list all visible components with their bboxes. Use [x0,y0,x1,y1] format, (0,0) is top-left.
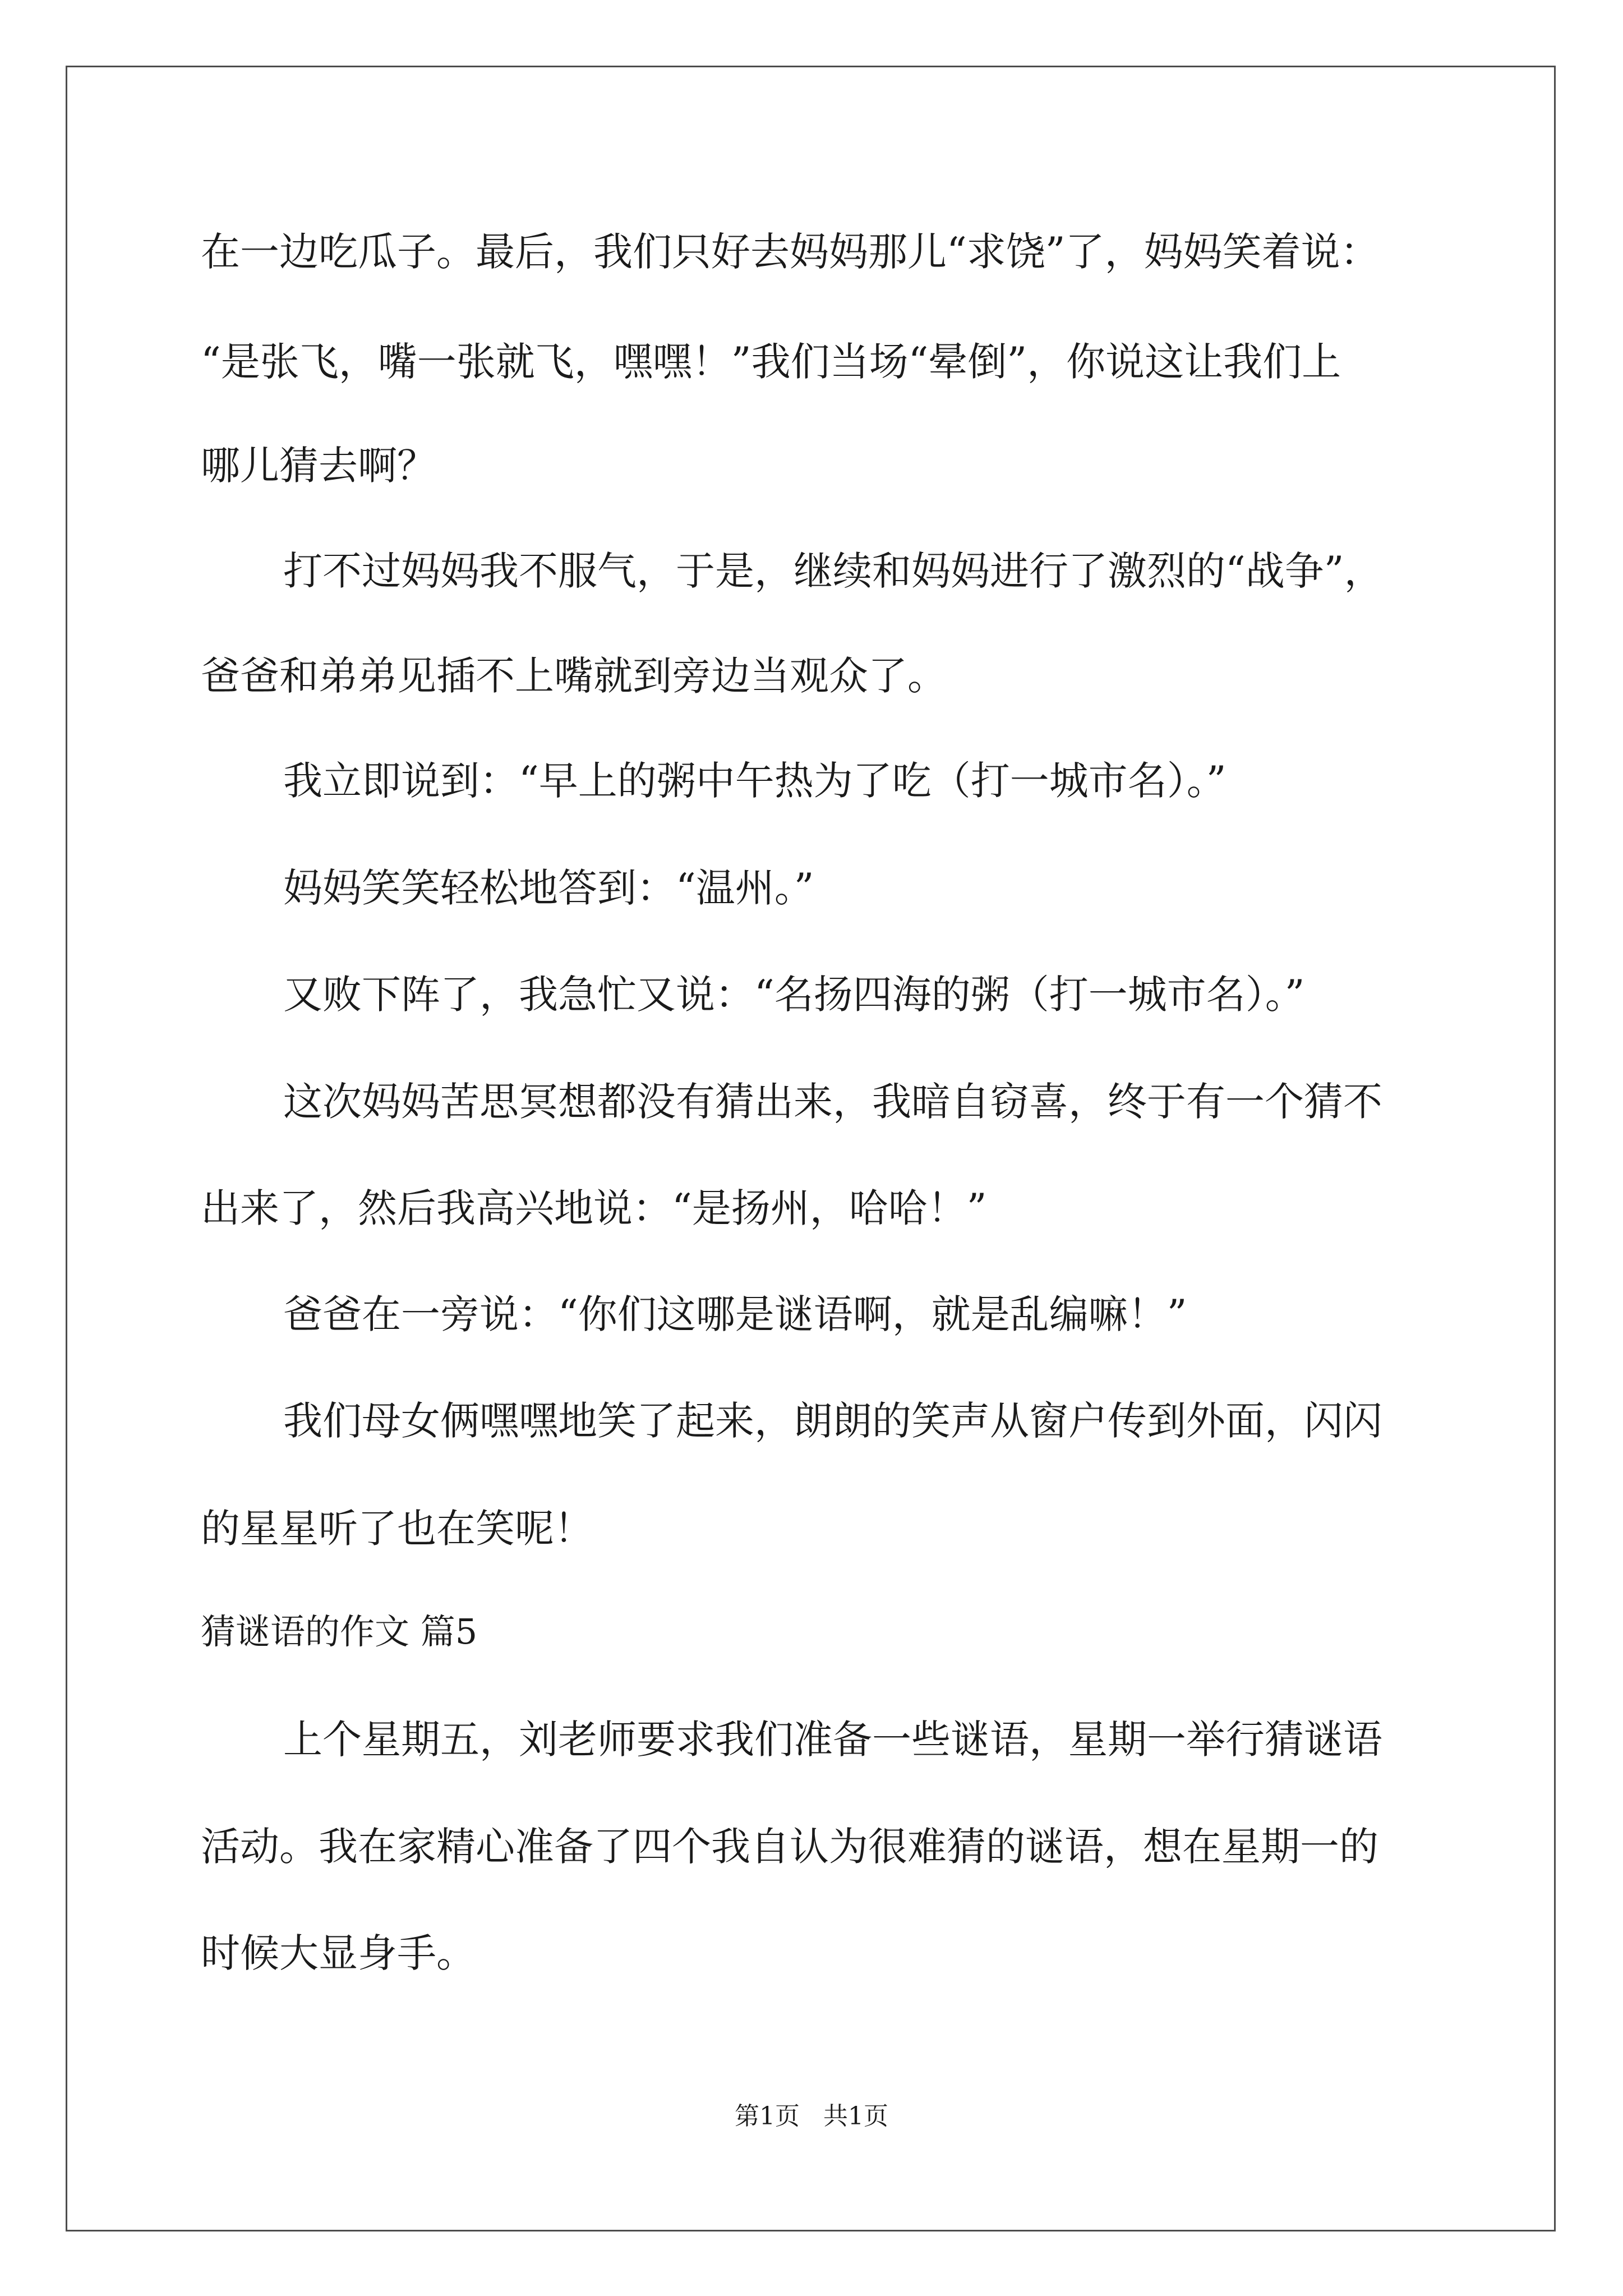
text-line: 在一边吃瓜子。最后，我们只好去妈妈那儿“求饶”了，妈妈笑着说： [201,229,1380,275]
text-line: 活动。我在家精心准备了四个我自认为很难猜的谜语，想在星期一的 [201,1824,1378,1870]
text-line: 打不过妈妈我不服气，于是，继续和妈妈进行了激烈的“战争”， [283,548,1384,594]
text-line: “是张飞，嘴一张就飞，嘿嘿！”我们当场“晕倒”，你说这让我们上 [201,339,1341,385]
text-line: 又败下阵了，我急忙又说：“名扬四海的粥（打一城市名）。” [283,972,1305,1018]
text-line: 我们母女俩嘿嘿地笑了起来，朗朗的笑声从窗户传到外面，闪闪 [283,1398,1382,1444]
section-heading: 猜谜语的作文 篇5 [201,1611,478,1652]
page-footer: 第1页 共1页 [735,2102,888,2131]
text-line: 爸爸在一旁说：“你们这哪是谜语啊，就是乱编嘛！” [283,1291,1187,1337]
text-line: 时候大显身手。 [201,1930,476,1976]
text-line: 上个星期五，刘老师要求我们准备一些谜语，星期一举行猜谜语 [283,1717,1382,1763]
text-line: 我立即说到：“早上的粥中午热为了吃（打一城市名）。” [283,758,1227,804]
text-line: 这次妈妈苦思冥想都没有猜出来，我暗自窃喜，终于有一个猜不 [283,1079,1382,1125]
text-line: 出来了，然后我高兴地说：“是扬州，哈哈！” [201,1185,987,1231]
page-border [66,66,1556,2231]
text-line: 爸爸和弟弟见插不上嘴就到旁边当观众了。 [201,653,947,699]
text-line: 哪儿猜去啊？ [201,443,436,489]
text-line: 妈妈笑笑轻松地答到：“温州。” [283,865,814,911]
text-line: 的星星听了也在笑呢！ [201,1506,593,1552]
